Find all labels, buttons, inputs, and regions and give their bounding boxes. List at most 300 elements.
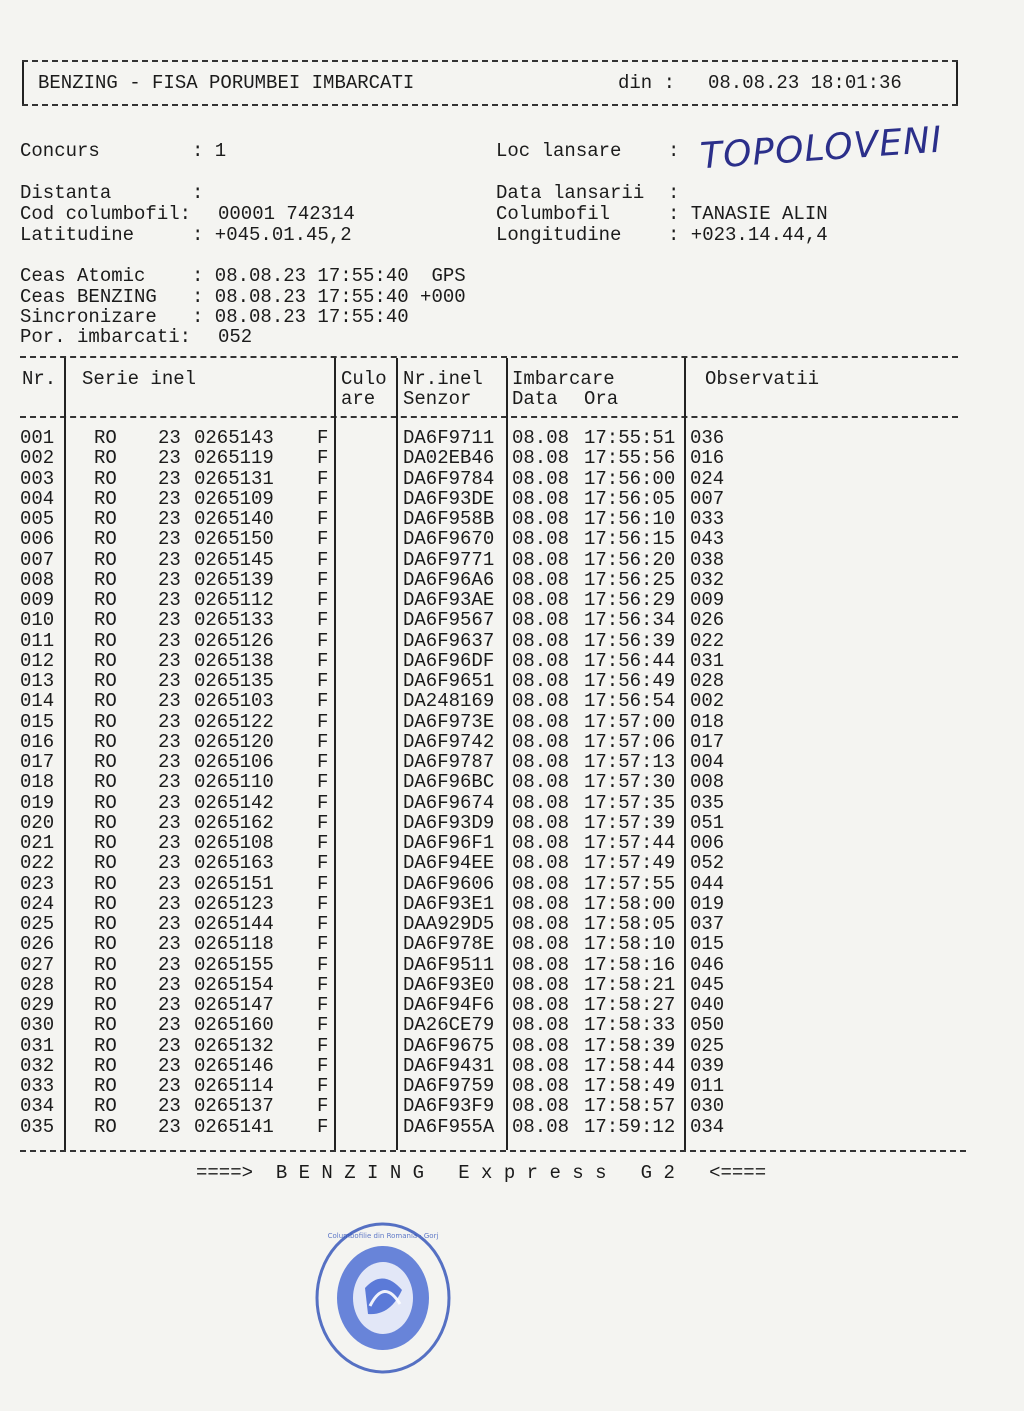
row-nr: 014 xyxy=(20,690,55,713)
row-sex: F xyxy=(317,427,329,449)
row-time: 17:56:15 xyxy=(584,528,676,551)
table-row xyxy=(0,994,1024,1014)
row-sensor-ring: DA6F94EE xyxy=(403,852,495,875)
th-ora: Ora xyxy=(584,388,619,410)
table-row xyxy=(0,771,1024,794)
th-observatii: Observatii xyxy=(705,368,820,390)
row-nr: 022 xyxy=(20,852,55,875)
row-date: 08.08 xyxy=(512,913,570,935)
header-top-rule xyxy=(22,60,958,62)
row-ring-number: 0265137 xyxy=(194,1095,274,1118)
header-din-label: din : xyxy=(618,72,676,94)
row-country: RO xyxy=(94,872,117,895)
row-observation: 044 xyxy=(690,872,725,895)
row-year: 23 xyxy=(158,609,181,632)
row-ring-number: 0265112 xyxy=(194,589,274,611)
row-date: 08.08 xyxy=(512,1034,570,1057)
row-time: 17:57:39 xyxy=(584,811,676,834)
table-row xyxy=(0,650,1024,670)
row-observation: 024 xyxy=(690,467,725,490)
row-ring-number: 0265151 xyxy=(194,872,274,895)
row-nr: 003 xyxy=(20,467,55,490)
loc-lansare-sep: : xyxy=(668,140,680,162)
row-nr: 010 xyxy=(20,609,55,632)
row-date: 08.08 xyxy=(512,710,570,733)
row-ring-number: 0265154 xyxy=(194,973,274,996)
row-year: 23 xyxy=(158,548,181,571)
row-ring-number: 0265163 xyxy=(194,852,274,875)
row-ring-number: 0265162 xyxy=(194,811,274,834)
row-nr: 019 xyxy=(20,791,55,814)
row-ring-number: 0265145 xyxy=(194,548,274,571)
row-sex: F xyxy=(317,649,329,672)
footer-benzing-express: ====> B E N Z I N G E x p r e s s G 2 <==== xyxy=(196,1162,767,1184)
row-country: RO xyxy=(94,771,117,794)
row-time: 17:56:49 xyxy=(584,670,676,692)
row-ring-number: 0265106 xyxy=(194,751,274,773)
row-time: 17:57:55 xyxy=(584,872,676,895)
row-date: 08.08 xyxy=(512,933,570,956)
row-sex: F xyxy=(317,609,329,632)
cod-columbofil-value: 00001 742314 xyxy=(218,203,355,225)
row-sex: F xyxy=(317,811,329,834)
row-observation: 016 xyxy=(690,447,725,470)
row-year: 23 xyxy=(158,427,181,449)
row-country: RO xyxy=(94,1115,117,1138)
row-sensor-ring: DA6F93F9 xyxy=(403,1095,495,1118)
row-date: 08.08 xyxy=(512,568,570,591)
row-date: 08.08 xyxy=(512,973,570,996)
row-ring-number: 0265103 xyxy=(194,690,274,713)
ceas-benzing-label: Ceas BENZING xyxy=(20,286,157,308)
row-observation: 019 xyxy=(690,892,725,915)
row-date: 08.08 xyxy=(512,872,570,895)
row-country: RO xyxy=(94,467,117,490)
row-country: RO xyxy=(94,1014,117,1037)
table-header-rule xyxy=(20,416,958,418)
row-nr: 029 xyxy=(20,994,55,1016)
row-time: 17:56:39 xyxy=(584,629,676,652)
row-ring-number: 0265109 xyxy=(194,487,274,510)
row-sensor-ring: DA6F9711 xyxy=(403,427,495,449)
row-country: RO xyxy=(94,690,117,713)
row-sensor-ring: DAA929D5 xyxy=(403,913,495,935)
row-sensor-ring: DA6F9787 xyxy=(403,751,495,773)
ceas-atomic-value: : 08.08.23 17:55:40 GPS xyxy=(192,265,466,287)
row-sex: F xyxy=(317,447,329,470)
document-title: BENZING - FISA PORUMBEI IMBARCATI xyxy=(38,72,415,94)
row-sex: F xyxy=(317,710,329,733)
row-observation: 030 xyxy=(690,1095,725,1118)
row-ring-number: 0265122 xyxy=(194,710,274,733)
row-country: RO xyxy=(94,427,117,449)
row-nr: 015 xyxy=(20,710,55,733)
row-ring-number: 0265114 xyxy=(194,1075,274,1097)
row-date: 08.08 xyxy=(512,811,570,834)
row-ring-number: 0265143 xyxy=(194,427,274,449)
row-sex: F xyxy=(317,1014,329,1037)
row-sensor-ring: DA6F9771 xyxy=(403,548,495,571)
row-date: 08.08 xyxy=(512,609,570,632)
row-time: 17:57:00 xyxy=(584,710,676,733)
row-country: RO xyxy=(94,994,117,1016)
th-culoare-1: Culo xyxy=(341,368,387,390)
row-nr: 012 xyxy=(20,649,55,672)
row-ring-number: 0265140 xyxy=(194,508,274,530)
data-lansarii-sep: : xyxy=(668,182,680,204)
row-date: 08.08 xyxy=(512,953,570,976)
longitudine-value: : +023.14.44,4 xyxy=(668,224,828,246)
row-country: RO xyxy=(94,832,117,854)
row-year: 23 xyxy=(158,933,181,956)
latitudine-label: Latitudine xyxy=(20,224,135,246)
row-sensor-ring: DA6F9651 xyxy=(403,670,495,692)
row-nr: 026 xyxy=(20,933,55,956)
row-sex: F xyxy=(317,1034,329,1057)
th-data: Data xyxy=(512,388,558,410)
row-sex: F xyxy=(317,994,329,1016)
row-observation: 033 xyxy=(690,508,725,530)
table-top-rule xyxy=(20,356,958,358)
table-row xyxy=(0,974,1024,994)
table-row xyxy=(0,852,1024,875)
row-country: RO xyxy=(94,953,117,976)
header-right-border xyxy=(956,62,958,104)
row-time: 17:56:34 xyxy=(584,609,676,632)
row-nr: 033 xyxy=(20,1075,55,1097)
row-country: RO xyxy=(94,751,117,773)
row-year: 23 xyxy=(158,832,181,854)
header-datetime: 08.08.23 18:01:36 xyxy=(708,72,902,94)
row-ring-number: 0265126 xyxy=(194,629,274,652)
row-sensor-ring: DA6F978E xyxy=(403,933,495,956)
row-date: 08.08 xyxy=(512,427,570,449)
row-year: 23 xyxy=(158,1014,181,1037)
row-country: RO xyxy=(94,913,117,935)
table-row xyxy=(0,832,1024,852)
row-nr: 035 xyxy=(20,1115,55,1138)
row-sex: F xyxy=(317,1095,329,1118)
row-sensor-ring: DA02EB46 xyxy=(403,447,495,470)
columbofil-label: Columbofil xyxy=(496,203,611,225)
table-row xyxy=(0,589,1024,609)
row-year: 23 xyxy=(158,771,181,794)
row-sex: F xyxy=(317,568,329,591)
row-time: 17:56:25 xyxy=(584,568,676,591)
row-time: 17:56:54 xyxy=(584,690,676,713)
row-sensor-ring: DA6F9637 xyxy=(403,629,495,652)
row-ring-number: 0265144 xyxy=(194,913,274,935)
row-nr: 020 xyxy=(20,811,55,834)
row-sex: F xyxy=(317,872,329,895)
row-date: 08.08 xyxy=(512,528,570,551)
row-nr: 008 xyxy=(20,568,55,591)
row-observation: 026 xyxy=(690,609,725,632)
row-country: RO xyxy=(94,548,117,571)
row-ring-number: 0265110 xyxy=(194,771,274,794)
row-sensor-ring: DA6F9784 xyxy=(403,467,495,490)
row-sex: F xyxy=(317,832,329,854)
row-country: RO xyxy=(94,933,117,956)
row-time: 17:55:51 xyxy=(584,427,676,449)
row-time: 17:58:10 xyxy=(584,933,676,956)
row-time: 17:57:44 xyxy=(584,832,676,854)
row-sensor-ring: DA6F9606 xyxy=(403,872,495,895)
row-country: RO xyxy=(94,447,117,470)
row-time: 17:56:00 xyxy=(584,467,676,490)
row-year: 23 xyxy=(158,973,181,996)
table-row xyxy=(0,954,1024,974)
row-ring-number: 0265147 xyxy=(194,994,274,1016)
row-date: 08.08 xyxy=(512,467,570,490)
row-date: 08.08 xyxy=(512,487,570,510)
row-time: 17:55:56 xyxy=(584,447,676,470)
row-time: 17:58:16 xyxy=(584,953,676,976)
th-nr-inel: Nr.inel xyxy=(403,368,483,390)
row-country: RO xyxy=(94,649,117,672)
row-sex: F xyxy=(317,730,329,753)
row-ring-number: 0265133 xyxy=(194,609,274,632)
row-sex: F xyxy=(317,913,329,935)
row-date: 08.08 xyxy=(512,892,570,915)
table-row xyxy=(0,488,1024,508)
row-country: RO xyxy=(94,528,117,551)
row-year: 23 xyxy=(158,690,181,713)
row-year: 23 xyxy=(158,953,181,976)
row-time: 17:59:12 xyxy=(584,1115,676,1138)
row-date: 08.08 xyxy=(512,629,570,652)
row-date: 08.08 xyxy=(512,771,570,794)
row-nr: 009 xyxy=(20,589,55,611)
row-date: 08.08 xyxy=(512,548,570,571)
table-row xyxy=(0,751,1024,771)
row-date: 08.08 xyxy=(512,730,570,753)
row-date: 08.08 xyxy=(512,751,570,773)
row-sex: F xyxy=(317,1115,329,1138)
row-ring-number: 0265146 xyxy=(194,1054,274,1077)
row-date: 08.08 xyxy=(512,447,570,470)
row-country: RO xyxy=(94,508,117,530)
table-row xyxy=(0,933,1024,956)
row-time: 17:57:06 xyxy=(584,730,676,753)
row-sensor-ring: DA6F9675 xyxy=(403,1034,495,1057)
cod-columbofil-label: Cod columbofil: xyxy=(20,203,192,225)
row-observation: 011 xyxy=(690,1075,725,1097)
row-date: 08.08 xyxy=(512,670,570,692)
row-observation: 045 xyxy=(690,973,725,996)
row-country: RO xyxy=(94,710,117,733)
row-time: 17:56:20 xyxy=(584,548,676,571)
th-culoare-2: are xyxy=(341,388,376,410)
row-time: 17:58:49 xyxy=(584,1075,676,1097)
row-sex: F xyxy=(317,629,329,652)
row-ring-number: 0265155 xyxy=(194,953,274,976)
row-sex: F xyxy=(317,751,329,773)
row-sex: F xyxy=(317,589,329,611)
row-time: 17:58:00 xyxy=(584,892,676,915)
row-country: RO xyxy=(94,609,117,632)
latitudine-value: : +045.01.45,2 xyxy=(192,224,352,246)
row-year: 23 xyxy=(158,1095,181,1118)
row-nr: 023 xyxy=(20,872,55,895)
row-sensor-ring: DA6F973E xyxy=(403,710,495,733)
row-date: 08.08 xyxy=(512,1054,570,1077)
row-sex: F xyxy=(317,528,329,551)
table-row xyxy=(0,630,1024,650)
row-sensor-ring: DA6F9742 xyxy=(403,730,495,753)
row-sensor-ring: DA6F9431 xyxy=(403,1054,495,1077)
distanta-value: : xyxy=(192,182,204,204)
row-nr: 021 xyxy=(20,832,55,854)
row-nr: 028 xyxy=(20,973,55,996)
row-nr: 006 xyxy=(20,528,55,551)
row-country: RO xyxy=(94,487,117,510)
row-time: 17:56:44 xyxy=(584,649,676,672)
row-nr: 027 xyxy=(20,953,55,976)
row-country: RO xyxy=(94,1095,117,1118)
row-nr: 011 xyxy=(20,629,55,652)
row-sensor-ring: DA6F9670 xyxy=(403,528,495,551)
row-time: 17:58:44 xyxy=(584,1054,676,1077)
loc-lansare-label: Loc lansare xyxy=(496,140,622,162)
row-observation: 037 xyxy=(690,913,725,935)
row-sensor-ring: DA6F9759 xyxy=(403,1075,495,1097)
row-date: 08.08 xyxy=(512,589,570,611)
row-country: RO xyxy=(94,1034,117,1057)
row-year: 23 xyxy=(158,649,181,672)
row-nr: 018 xyxy=(20,771,55,794)
row-country: RO xyxy=(94,1054,117,1077)
row-date: 08.08 xyxy=(512,1075,570,1097)
row-country: RO xyxy=(94,568,117,591)
row-date: 08.08 xyxy=(512,1095,570,1118)
row-date: 08.08 xyxy=(512,690,570,713)
row-nr: 032 xyxy=(20,1054,55,1077)
stamp-seal-icon xyxy=(310,1218,456,1378)
row-sex: F xyxy=(317,791,329,814)
concurs-value: : 1 xyxy=(192,140,227,162)
table-row xyxy=(0,549,1024,569)
row-time: 17:57:35 xyxy=(584,791,676,814)
row-ring-number: 0265131 xyxy=(194,467,274,490)
distanta-label: Distanta xyxy=(20,182,112,204)
row-country: RO xyxy=(94,589,117,611)
row-sensor-ring: DA6F93E1 xyxy=(403,892,495,915)
row-observation: 022 xyxy=(690,629,725,652)
row-time: 17:58:57 xyxy=(584,1095,676,1118)
row-observation: 038 xyxy=(690,548,725,571)
row-year: 23 xyxy=(158,568,181,591)
row-year: 23 xyxy=(158,852,181,875)
row-observation: 002 xyxy=(690,690,725,713)
row-date: 08.08 xyxy=(512,791,570,814)
row-observation: 051 xyxy=(690,811,725,834)
row-nr: 005 xyxy=(20,508,55,530)
table-row xyxy=(0,731,1024,751)
row-year: 23 xyxy=(158,487,181,510)
row-ring-number: 0265160 xyxy=(194,1014,274,1037)
row-year: 23 xyxy=(158,730,181,753)
table-row xyxy=(0,913,1024,933)
ceas-benzing-value: : 08.08.23 17:55:40 +000 xyxy=(192,286,466,308)
row-observation: 015 xyxy=(690,933,725,956)
row-country: RO xyxy=(94,730,117,753)
table-row xyxy=(0,873,1024,893)
row-time: 17:57:30 xyxy=(584,771,676,794)
row-observation: 043 xyxy=(690,528,725,551)
row-observation: 031 xyxy=(690,649,725,672)
row-year: 23 xyxy=(158,994,181,1016)
row-observation: 035 xyxy=(690,791,725,814)
row-nr: 025 xyxy=(20,913,55,935)
porumbei-imbarcati-label: Por. imbarcati: xyxy=(20,326,192,348)
row-ring-number: 0265141 xyxy=(194,1115,274,1138)
table-row xyxy=(0,1014,1024,1037)
row-ring-number: 0265108 xyxy=(194,832,274,854)
row-observation: 050 xyxy=(690,1014,725,1037)
th-nr: Nr. xyxy=(22,368,57,390)
row-year: 23 xyxy=(158,1075,181,1097)
row-sex: F xyxy=(317,508,329,530)
row-nr: 016 xyxy=(20,730,55,753)
row-sensor-ring: DA6F9511 xyxy=(403,953,495,976)
row-year: 23 xyxy=(158,1054,181,1077)
row-date: 08.08 xyxy=(512,852,570,875)
row-ring-number: 0265120 xyxy=(194,730,274,753)
stamp-text: Columbofilie din Romania · Gorj xyxy=(327,1232,439,1240)
row-date: 08.08 xyxy=(512,832,570,854)
row-sex: F xyxy=(317,892,329,915)
row-nr: 030 xyxy=(20,1014,55,1037)
row-year: 23 xyxy=(158,670,181,692)
row-time: 17:56:05 xyxy=(584,487,676,510)
row-time: 17:58:27 xyxy=(584,994,676,1016)
table-row xyxy=(0,468,1024,488)
row-year: 23 xyxy=(158,892,181,915)
row-sensor-ring: DA6F955A xyxy=(403,1115,495,1138)
row-sex: F xyxy=(317,771,329,794)
row-year: 23 xyxy=(158,629,181,652)
concurs-label: Concurs xyxy=(20,140,100,162)
row-nr: 031 xyxy=(20,1034,55,1057)
row-year: 23 xyxy=(158,467,181,490)
row-country: RO xyxy=(94,629,117,652)
ceas-atomic-label: Ceas Atomic xyxy=(20,265,146,287)
row-observation: 017 xyxy=(690,730,725,753)
row-year: 23 xyxy=(158,447,181,470)
row-observation: 025 xyxy=(690,1034,725,1057)
row-year: 23 xyxy=(158,913,181,935)
row-sensor-ring: DA6F958B xyxy=(403,508,495,530)
row-time: 17:56:10 xyxy=(584,508,676,530)
table-row xyxy=(0,447,1024,470)
row-sex: F xyxy=(317,933,329,956)
table-row xyxy=(0,1035,1024,1055)
row-year: 23 xyxy=(158,1034,181,1057)
table-row xyxy=(0,528,1024,551)
longitudine-label: Longitudine xyxy=(496,224,622,246)
row-observation: 032 xyxy=(690,568,725,591)
row-time: 17:57:49 xyxy=(584,852,676,875)
sincronizare-value: : 08.08.23 17:55:40 xyxy=(192,306,409,328)
row-observation: 028 xyxy=(690,670,725,692)
row-observation: 036 xyxy=(690,427,725,449)
row-sensor-ring: DA6F93D9 xyxy=(403,811,495,834)
row-time: 17:58:33 xyxy=(584,1014,676,1037)
row-observation: 052 xyxy=(690,852,725,875)
table-row xyxy=(0,427,1024,447)
row-ring-number: 0265139 xyxy=(194,568,274,591)
